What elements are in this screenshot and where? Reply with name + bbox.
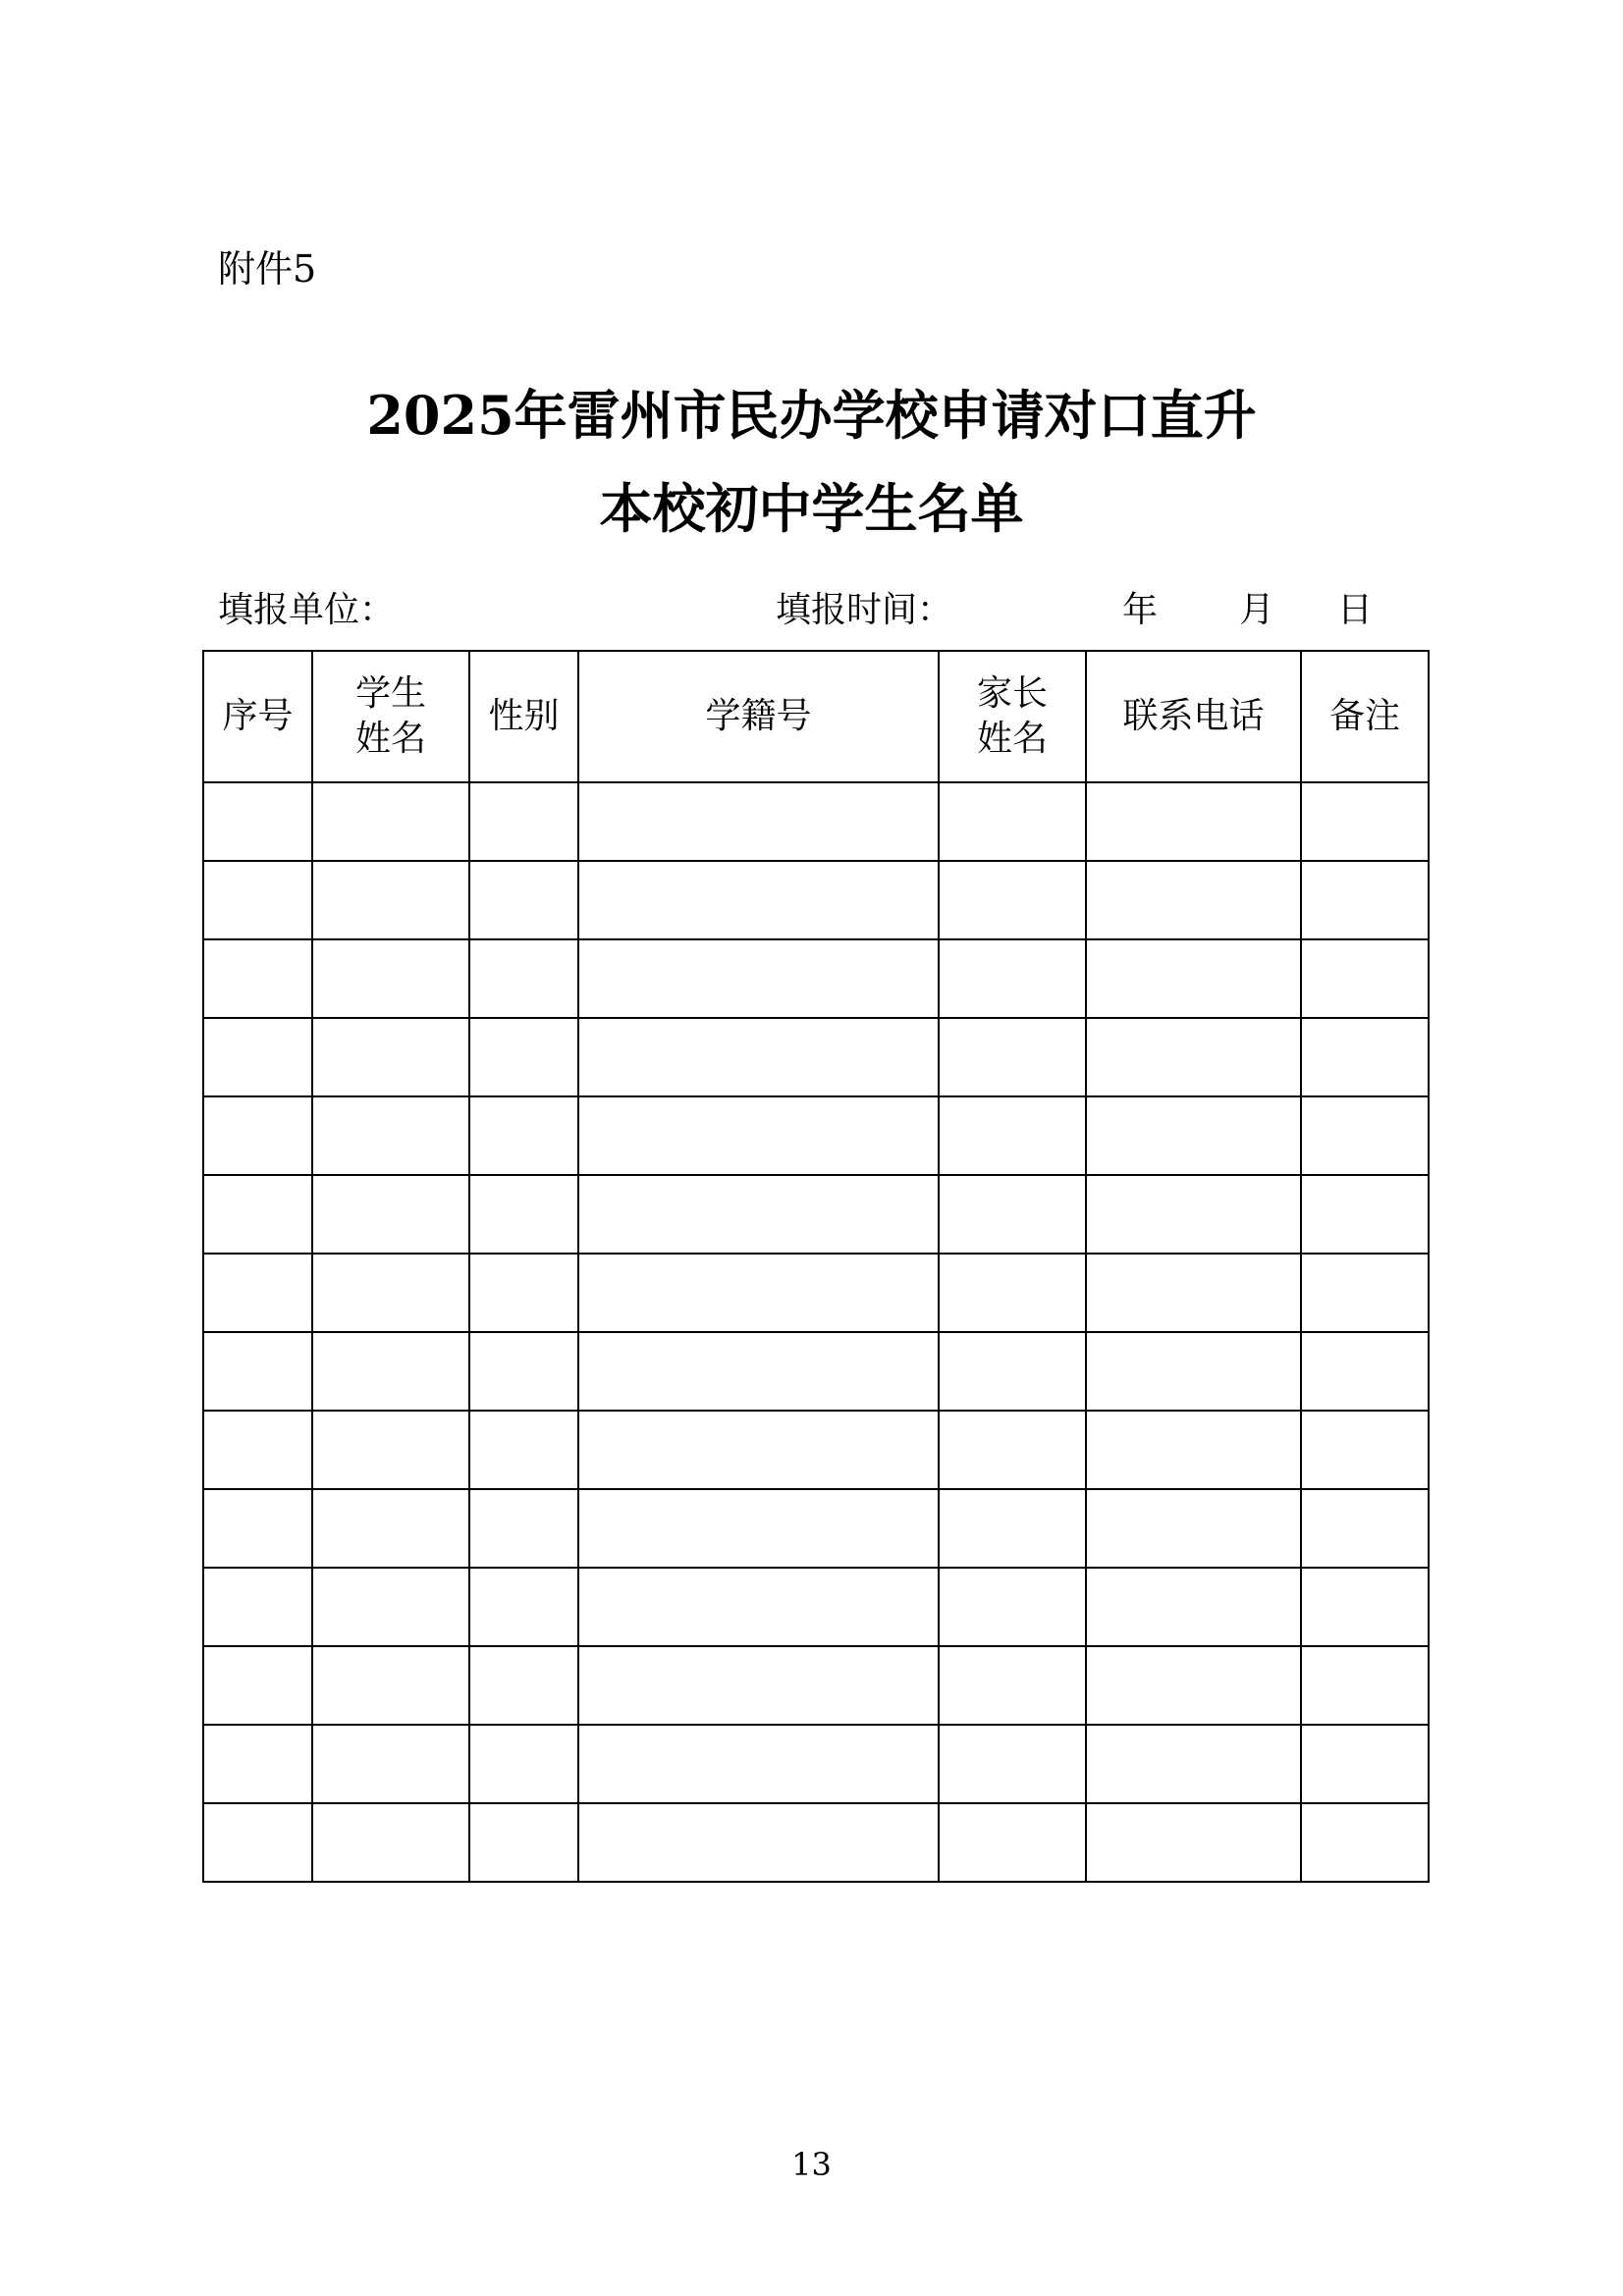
table-row: [203, 1254, 1429, 1332]
table-row: [203, 1568, 1429, 1646]
table-cell: [1086, 1803, 1301, 1882]
date-month-label: 月: [1239, 590, 1275, 630]
table-cell: [939, 782, 1086, 861]
table-cell: [1301, 1332, 1429, 1411]
table-cell: [1301, 1568, 1429, 1646]
table-cell: [1086, 1646, 1301, 1725]
table-cell: [578, 1803, 939, 1882]
table-row: [203, 1175, 1429, 1254]
table-cell: [1086, 1175, 1301, 1254]
table-cell: [939, 1254, 1086, 1332]
table-cell: [312, 1096, 469, 1175]
table-cell: [203, 861, 312, 939]
date-year-label: 年: [1122, 590, 1159, 630]
table-cell: [1301, 1803, 1429, 1882]
table-header-row: [203, 651, 1429, 782]
document-title-line1: 2025年雷州市民办学校申请对口直升: [366, 384, 1257, 447]
table-cell: [469, 1725, 578, 1803]
table-cell: [578, 1411, 939, 1489]
table-cell: [203, 782, 312, 861]
table-cell: [469, 861, 578, 939]
table-cell: [578, 1018, 939, 1096]
table-cell: [1086, 861, 1301, 939]
header-text: 学生: [354, 673, 426, 714]
table-cell: [1301, 1489, 1429, 1568]
table-cell: [469, 1646, 578, 1725]
header-text: 学籍号: [705, 696, 812, 736]
table-cell: [312, 782, 469, 861]
header-serial-number: [203, 651, 312, 782]
table-cell: [312, 1803, 469, 1882]
table-cell: [578, 1725, 939, 1803]
table-cell: [312, 1725, 469, 1803]
header-text: 姓名: [354, 719, 426, 759]
header-text: 性别: [488, 696, 560, 736]
table-cell: [203, 1803, 312, 1882]
table-cell: [939, 1411, 1086, 1489]
table-cell: [578, 1332, 939, 1411]
table-cell: [469, 939, 578, 1018]
table-cell: [939, 939, 1086, 1018]
table-cell: [1086, 1411, 1301, 1489]
table-cell: [1301, 1725, 1429, 1803]
table-cell: [203, 1332, 312, 1411]
table-cell: [469, 1018, 578, 1096]
page-number: 13: [791, 2146, 832, 2183]
header-text: 序号: [222, 696, 294, 736]
table-cell: [1301, 1646, 1429, 1725]
table-cell: [578, 1646, 939, 1725]
table-cell: [469, 782, 578, 861]
table-row: [203, 1018, 1429, 1096]
header-text: 备注: [1328, 696, 1400, 736]
document-title-line2: 本校初中学生名单: [599, 477, 1024, 540]
header-gender: [469, 651, 578, 782]
table-cell: [1301, 939, 1429, 1018]
table-row: [203, 782, 1429, 861]
header-student-id: [578, 651, 939, 782]
table-cell: [312, 1411, 469, 1489]
header-phone: [1086, 651, 1301, 782]
table-cell: [469, 1096, 578, 1175]
table-cell: [203, 1096, 312, 1175]
table-cell: [1086, 1725, 1301, 1803]
table-cell: [939, 1725, 1086, 1803]
table-cell: [312, 1332, 469, 1411]
header-parent-name: [939, 651, 1086, 782]
table-cell: [1301, 1411, 1429, 1489]
table-cell: [312, 1568, 469, 1646]
table-cell: [939, 1175, 1086, 1254]
table-cell: [203, 1646, 312, 1725]
header-text: 联系电话: [1122, 696, 1265, 736]
header-text: 家长: [976, 673, 1048, 714]
table-cell: [203, 1411, 312, 1489]
table-cell: [312, 1175, 469, 1254]
table-cell: [939, 1568, 1086, 1646]
table-row: [203, 1725, 1429, 1803]
table-cell: [1086, 1568, 1301, 1646]
table-cell: [203, 939, 312, 1018]
table-cell: [939, 1803, 1086, 1882]
table-cell: [578, 1489, 939, 1568]
table-row: [203, 1096, 1429, 1175]
header-remarks: [1301, 651, 1429, 782]
table-cell: [312, 861, 469, 939]
table-cell: [1086, 1332, 1301, 1411]
table-cell: [1086, 1096, 1301, 1175]
table-cell: [1086, 1018, 1301, 1096]
table-cell: [1086, 939, 1301, 1018]
table-cell: [312, 939, 469, 1018]
table-row: [203, 1411, 1429, 1489]
header-text: 姓名: [976, 719, 1048, 759]
table-row: [203, 1803, 1429, 1882]
table-row: [203, 1332, 1429, 1411]
table-cell: [203, 1568, 312, 1646]
table-cell: [469, 1175, 578, 1254]
table-cell: [578, 1254, 939, 1332]
table-cell: [1301, 1175, 1429, 1254]
table-cell: [1086, 782, 1301, 861]
table-row: [203, 1489, 1429, 1568]
table-cell: [939, 1646, 1086, 1725]
header-student-name: [312, 651, 469, 782]
table-cell: [1301, 1096, 1429, 1175]
table-row: [203, 861, 1429, 939]
table-cell: [203, 1254, 312, 1332]
table-cell: [203, 1725, 312, 1803]
table-cell: [469, 1254, 578, 1332]
table-cell: [312, 1254, 469, 1332]
fill-time-label: 填报时间：: [776, 590, 953, 630]
table-body: [203, 782, 1429, 1882]
table-cell: [578, 1096, 939, 1175]
table-cell: [312, 1646, 469, 1725]
table-cell: [312, 1018, 469, 1096]
table-cell: [939, 1489, 1086, 1568]
table-cell: [578, 1175, 939, 1254]
table-cell: [469, 1332, 578, 1411]
table-cell: [578, 861, 939, 939]
table-cell: [469, 1568, 578, 1646]
table-cell: [469, 1489, 578, 1568]
table-cell: [939, 1332, 1086, 1411]
table-cell: [469, 1411, 578, 1489]
table-cell: [1301, 782, 1429, 861]
student-roster-table: [202, 650, 1430, 1883]
table-cell: [203, 1175, 312, 1254]
table-row: [203, 1646, 1429, 1725]
table-cell: [1086, 1489, 1301, 1568]
table-cell: [1301, 861, 1429, 939]
table-cell: [939, 1018, 1086, 1096]
table-cell: [1301, 1018, 1429, 1096]
table-cell: [203, 1018, 312, 1096]
date-day-label: 日: [1337, 590, 1374, 630]
table-cell: [469, 1803, 578, 1882]
attachment-label: 附件5: [218, 247, 317, 291]
fill-unit-label: 填报单位：: [218, 590, 396, 630]
table-cell: [578, 782, 939, 861]
table-row: [203, 939, 1429, 1018]
table-cell: [203, 1489, 312, 1568]
table-cell: [939, 1096, 1086, 1175]
table-cell: [312, 1489, 469, 1568]
table-cell: [578, 939, 939, 1018]
table-cell: [1301, 1254, 1429, 1332]
table-cell: [1086, 1254, 1301, 1332]
table-cell: [578, 1568, 939, 1646]
table-cell: [939, 861, 1086, 939]
